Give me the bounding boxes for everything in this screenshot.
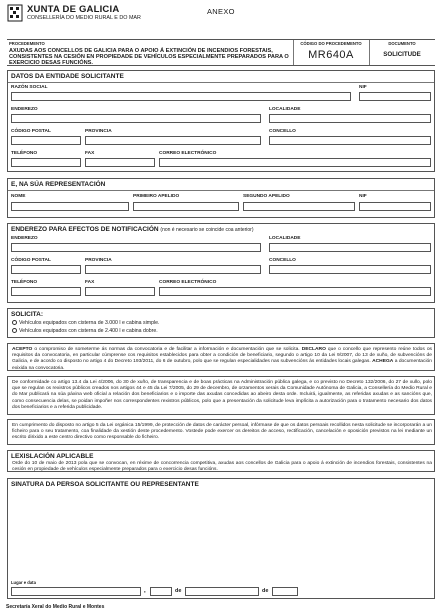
data-protection-section [7,419,435,445]
page-header [7,3,435,33]
provincia-field[interactable] [85,136,261,145]
applicant-section [7,70,435,172]
fax-field[interactable] [85,158,155,167]
correo-label: CORREO ELECTRÓNICO [159,280,217,285]
org-subtitle: CONSELLERÍA DO MEDIO RURAL E DO MAR [27,15,141,21]
place-field[interactable] [11,587,141,596]
radio-icon[interactable] [12,320,17,325]
notification-fax-field[interactable] [85,287,155,296]
notification-telefono-field[interactable] [11,287,81,296]
declare-lead: DECLARO [301,347,326,352]
nif-label: NIF [359,85,367,90]
divider [8,190,434,191]
place-date-label: Lugar e data [11,580,36,585]
segundo-apelido-label: SEGUNDO APELIDO [243,194,290,199]
accept-text: o compromiso de someterme ás normas da convocatoria e de facilitar a información e documentación que se solicita. [32,347,302,352]
procedure-text: AXUDAS AOS CONCELLOS DE GALICIA PARA O APOIO Á EXTINCIÓN DE INCENDIOS FORESTAIS, CONSISTENTES NA CESIÓN EN PROPIEDADE DE VEHÍCULOS ESPECIALMENTE PREPARADOS PARA O EXERCICIO DESAS FUNCIÓNS. [9,48,289,66]
publicity-text: De conformidade co artigo 13.4 da Lei 4/2006, do 30 de xuño, de transparencia e de boas prácticas na Administración pública galega, e co previsto no Decreto 132/2006, do 27 de xullo, polo que se regulan os rexistros públicos creados nos artigos 44 e 45 da Lei 7/2005, do 29 de decembro, de orzamentos xerais da Comunidade Autónoma de Galicia, a Consellería do Medio Rural e do Mar publicará na súa páxina web oficial a relación dos beneficiarios e o importe das axudas concedidas ao abeiro desta orde. Incluirá, igualmente, as referidas axudas e as sancións que, como consecuencia delas, se poidan impoñer nos correspondentes rexistros públicos, polo que a presentación da solicitude leva implícita a autorización para o tratamento necesario dos datos dos beneficiarios e a referida publicidade. [12,380,432,410]
correo-field[interactable] [159,158,431,167]
codigo-postal-field[interactable] [11,136,81,145]
signature-title: SINATURA DA PERSOA SOLICITANTE OU REPRESENTANTE [11,481,199,488]
option-2400l[interactable] [12,328,158,334]
telefono-label: TELÉFONO [11,151,38,156]
nif-label: NIF [359,194,367,199]
request-title: SOLICITA: [11,311,44,318]
representative-nif-field[interactable] [359,202,431,211]
telefono-field[interactable] [11,158,81,167]
primeiro-apelido-label: PRIMEIRO APELIDO [133,194,180,199]
representative-section [7,178,435,218]
procedure-cell [9,40,289,65]
day-field[interactable] [150,587,172,596]
procedure-code: MR640A [308,49,354,61]
data-protection-text: En cumprimento do disposto no artigo 5 da Lei orgánica 15/1999, de protección de datos de carácter persoal, infórmase de que os datos persoais recollidos nesta solicitude se incorporarán a un ficheiro para o seu tratamento, coa finalidade da xestión deste procedemento. Vostede pode exercer os dereitos de acceso, rectificación, cancelación e oposición previstos na lei mediante un escrito dirixido a este centro directivo como responsable do ficheiro. [12,423,432,441]
divider [293,40,294,65]
option-3000l[interactable] [12,320,159,326]
provincia-label: PROVINCIA [85,129,112,134]
segundo-apelido-field[interactable] [243,202,355,211]
month-field[interactable] [185,587,259,596]
telefono-label: TELÉFONO [11,280,38,285]
attach-text: a documentación exixida na convocatoria. [12,359,432,371]
request-section [7,308,435,338]
razon-social-label: RAZÓN SOCIAL [11,85,48,90]
radio-icon[interactable] [12,328,17,333]
legislation-text: Orde do 10 de maio de 2013 pola que se convocan, en réxime de concorrencia competitiva, axudas aos concellos de Galicia para o apoio á extinción de incendios forestais, consistentes na cesión en propiedade de vehículos especialmente preparados para o exercicio desas funcións. [12,461,432,473]
document-label: DOCUMENTO [388,41,416,46]
notification-enderezo-field[interactable] [11,243,261,252]
attach-lead: ACHEGA [372,359,394,365]
document-cell [371,40,433,65]
correo-label: CORREO ELECTRÓNICO [159,151,217,156]
divider [369,40,370,65]
accept-lead: ACEPTO [12,347,33,352]
nome-label: NOME [11,194,26,199]
publicity-section [7,376,435,415]
nome-field[interactable] [11,202,129,211]
procedure-table [7,39,435,66]
xunta-logo-icon [7,4,23,22]
signature-section [7,478,435,599]
legislation-title: LEXISLACIÓN APLICABLE [11,453,94,460]
footer-text: Secretaría Xeral do Medio Rural e Montes [6,604,105,610]
localidade-label: LOCALIDADE [269,107,301,112]
legislation-section [7,450,435,472]
notification-title [11,226,254,233]
enderezo-label: ENDEREZO [11,236,38,241]
fax-label: FAX [85,280,95,285]
procedure-code-cell [295,40,367,65]
fax-label: FAX [85,151,95,156]
notification-provincia-field[interactable] [85,265,261,274]
divider [8,82,434,83]
procedure-code-label: CÓDIGO DO PROCEDEMENTO [300,41,362,46]
de-separator: de [262,588,269,594]
nif-field[interactable] [359,92,431,101]
declaration-section [7,343,435,371]
comma-separator: , [144,588,146,594]
concello-field[interactable] [269,136,431,145]
notification-title-text: ENDEREZO PARA EFECTOS DE NOTIFICACIÓN [11,226,159,233]
codigo-postal-label: CÓDIGO POSTAL [11,129,51,134]
de-separator: de [175,588,182,594]
declaration-text [12,347,432,372]
option-label: Vehículos equipados con cisterna de 3.000 l e cabina simple. [19,320,160,326]
applicant-title: DATOS DA ENTIDADE SOLICITANTE [11,73,124,80]
notification-note: (non é necesario se coincide coa anterior) [160,227,254,233]
concello-label: CONCELLO [269,258,296,263]
option-label: Vehículos equipados con cisterna de 2.400 l e cabina dobre. [19,328,158,334]
primeiro-apelido-field[interactable] [133,202,239,211]
representative-title: E, NA SÚA REPRESENTACIÓN [11,181,106,188]
localidade-field[interactable] [269,114,431,123]
year-field[interactable] [272,587,298,596]
procedure-label: PROCEDEMENTO [9,41,45,46]
org-title: XUNTA DE GALICIA [27,4,120,15]
notification-localidade-field[interactable] [269,243,431,252]
notification-correo-field[interactable] [159,287,431,296]
notification-concello-field[interactable] [269,265,431,274]
notification-section [7,223,435,303]
document-type: SOLICITUDE [383,51,421,58]
enderezo-field[interactable] [11,114,261,123]
provincia-label: PROVINCIA [85,258,112,263]
notification-codigo-postal-field[interactable] [11,265,81,274]
declare-text: que o concello que represento reúne todos os requisitos da convocatoria, en particular cúmprense cos requisitos establecidos para obter a condición de beneficiario, segundo o artigo 10 da Lei 9/2007, do 13 de xuño, de subvencións de Galicia, e de acordo co disposto no artigo 4 do Decreto 193/2011, do 6 de outubro, polo que se regulan especialidades nas subvencións ás entidades locais galegas. [12,347,433,365]
concello-label: CONCELLO [269,129,296,134]
anexo-label: ANEXO [207,7,235,16]
localidade-label: LOCALIDADE [269,236,301,241]
codigo-postal-label: CÓDIGO POSTAL [11,258,51,263]
enderezo-label: ENDEREZO [11,107,38,112]
razon-social-field[interactable] [11,92,351,101]
